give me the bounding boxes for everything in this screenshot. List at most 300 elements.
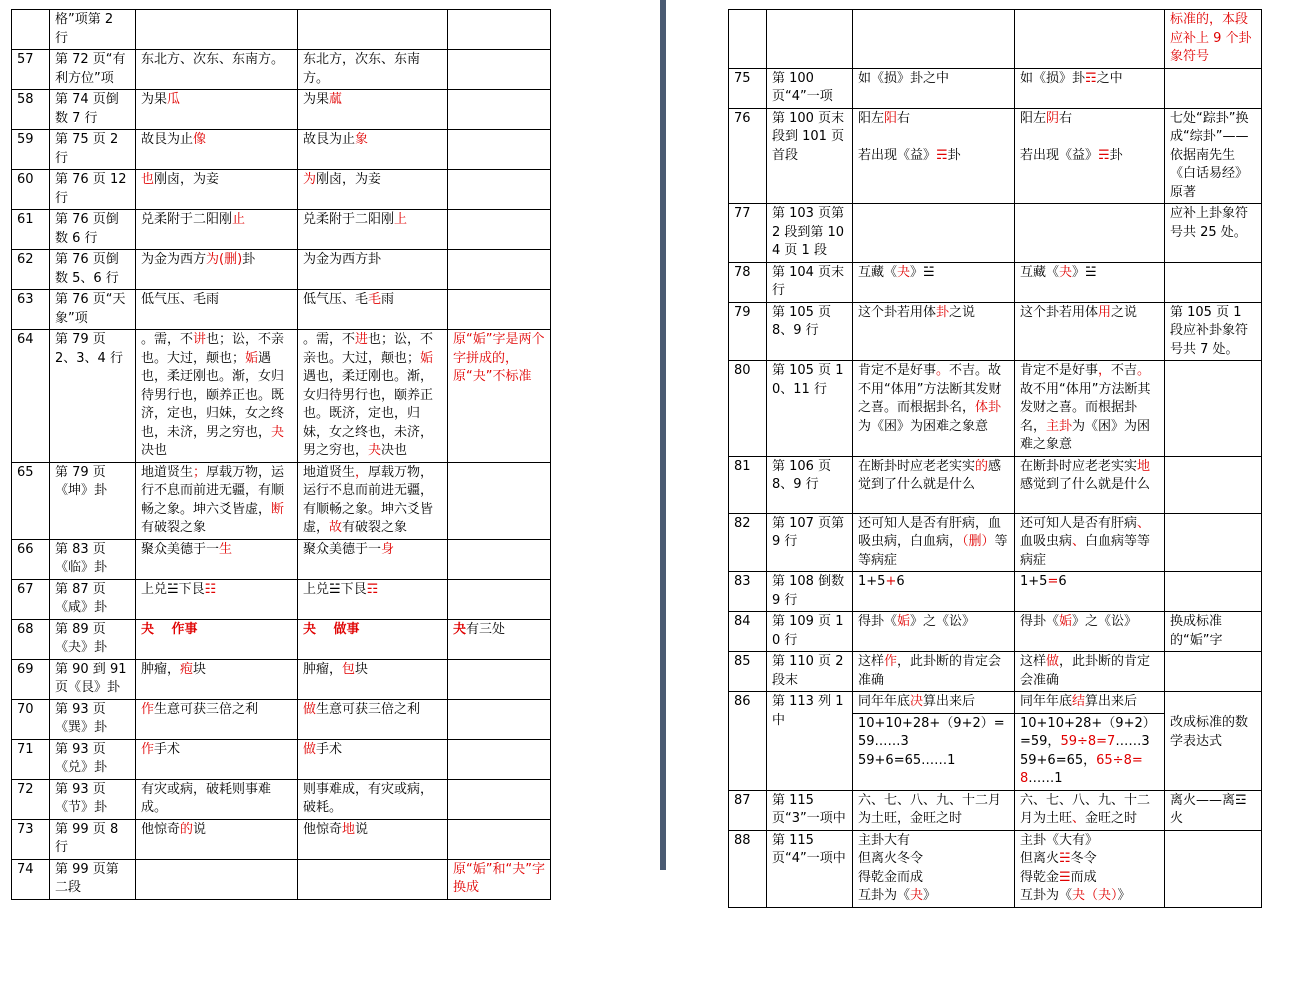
corrected-text-cell — [1015, 652, 1165, 692]
location-cell: 第 99 页 8 行 — [50, 819, 136, 859]
cell-text-segment: 夬 — [453, 621, 467, 637]
row-number: 63 — [12, 290, 50, 330]
cell-text-segment: 地 — [1137, 458, 1151, 474]
original-text-cell — [853, 108, 1015, 204]
cell-text-segment: 决 — [910, 694, 924, 709]
location-cell: 第 93 页《节》卦 — [50, 779, 136, 819]
table-row — [12, 170, 551, 210]
cell-text-segment: 遇也，柔迂刚也。渐，女归待男行也，颐养正也。既济，定也，归妹，女之终也，未济，男之穷也， — [303, 369, 434, 458]
note-cell — [1165, 692, 1262, 714]
cell-text-segment: 刚卤，为妾 — [154, 172, 220, 187]
cell-text-segment: 互藏《 — [1020, 264, 1060, 280]
cell-text-segment: ☶ — [1085, 70, 1097, 86]
cell-text-segment: 59+6=65……1 — [858, 752, 956, 768]
note-cell — [448, 739, 551, 779]
corrected-text-cell — [1015, 204, 1165, 263]
row-number: 86 — [729, 692, 767, 791]
note-cell — [1165, 713, 1262, 790]
original-text-cell — [136, 539, 298, 579]
note-cell — [448, 659, 551, 699]
cell-text-segment: 姤 — [420, 350, 434, 366]
table-row — [12, 50, 551, 90]
cell-text-segment: ☴ — [936, 147, 948, 163]
cell-text-segment: 夬 作事 — [141, 621, 198, 637]
original-text-cell — [853, 456, 1015, 513]
corrected-text-cell — [298, 170, 448, 210]
cell-text-segment: 如《损》卦之中 — [858, 70, 950, 86]
cell-text-segment: 为金为西方卦 — [303, 252, 382, 267]
cell-text-segment: 65÷8=8 — [1020, 752, 1143, 786]
cell-text-segment: 同年年底 — [858, 694, 911, 709]
cell-text-segment: = — [1047, 574, 1059, 589]
cell-text-segment: 上兑☱下艮 — [141, 581, 205, 597]
note-cell — [448, 819, 551, 859]
cell-text-segment: ☰ — [1059, 869, 1071, 885]
original-text-cell — [136, 779, 298, 819]
original-text-cell — [853, 513, 1015, 572]
original-text-cell — [853, 302, 1015, 361]
cell-text-segment: 有灾或病，破耗则事难成。 — [141, 781, 272, 815]
cell-text-segment: 低气压、毛雨 — [141, 292, 220, 307]
location-cell: 第 104 页末行 — [767, 262, 853, 302]
original-text-cell — [136, 90, 298, 130]
cell-text-segment: 算出来后 — [1085, 694, 1138, 709]
cell-text-segment: 阴 — [1046, 110, 1060, 126]
cell-text-segment: 但离火冬令 — [858, 851, 924, 866]
cell-text-segment: 像 — [193, 132, 207, 147]
cell-text-segment: 有三处 — [466, 621, 506, 637]
table-row — [12, 539, 551, 579]
cell-text-segment: 体卦 — [975, 400, 1002, 415]
corrected-text-cell — [298, 699, 448, 739]
cell-text-segment: 则事难成，有灾或病，破耗。 — [303, 781, 434, 815]
cell-text-segment: 为果 — [303, 92, 330, 107]
cell-text-segment: 在断卦时应老老实实 — [858, 458, 976, 474]
note-cell — [448, 250, 551, 290]
note-cell — [1165, 612, 1262, 652]
note-cell — [1165, 204, 1262, 263]
cell-text-segment: 换成标准的“姤”字 — [1170, 614, 1223, 648]
cell-text-segment: 止 — [232, 212, 246, 227]
cell-text-segment: 疱 — [180, 661, 194, 677]
cell-text-segment: 肿瘤， — [141, 661, 181, 677]
cell-text-segment: 他惊奇 — [303, 821, 343, 837]
note-cell — [1165, 652, 1262, 692]
table-row — [12, 10, 551, 50]
cell-text-segment: 阳左 — [858, 110, 885, 126]
cell-text-segment: 肯定不是好事 — [858, 363, 937, 378]
cell-text-segment: ……3 — [1115, 734, 1150, 749]
corrected-text-cell — [298, 10, 448, 50]
cell-text-segment: 瓜 — [167, 92, 181, 107]
row-number: 65 — [12, 462, 50, 539]
cell-text-segment: 若出现《益》 — [1020, 147, 1099, 163]
note-cell — [448, 330, 551, 463]
cell-text-segment: 离火——离☲火 — [1170, 792, 1247, 826]
table-row — [729, 612, 1262, 652]
cell-text-segment: 。 — [1137, 363, 1151, 378]
cell-text-segment: 原“姤”字是两个字拼成的，原“夬”不标准 — [453, 332, 545, 384]
cell-text-segment: 也 — [141, 172, 155, 187]
cell-text-segment: 兑柔附于二阳刚 — [141, 212, 233, 227]
original-text-cell — [136, 10, 298, 50]
cell-text-segment: 》 — [1117, 888, 1131, 903]
location-cell: 第 100 页“4”一项 — [767, 68, 853, 108]
cell-text-segment: 包 — [342, 661, 356, 677]
cell-text-segment: 上兑☱下艮 — [303, 581, 367, 597]
note-cell — [448, 10, 551, 50]
cell-text-segment: 姤 — [897, 614, 911, 629]
location-cell: 第 105 页 8、9 行 — [767, 302, 853, 361]
original-text-cell — [853, 68, 1015, 108]
cell-text-segment: 卦 — [242, 252, 256, 267]
cell-text-segment: 这个卦若用体 — [858, 304, 937, 320]
cell-text-segment: 蓏 — [329, 92, 343, 107]
note-cell — [448, 170, 551, 210]
location-cell: 第 110 页 2 段末 — [767, 652, 853, 692]
location-cell: 第 93 页《巽》卦 — [50, 699, 136, 739]
cell-text-segment: 他惊奇 — [141, 821, 181, 837]
cell-text-segment: 感觉到了什么就是什么 — [1020, 477, 1151, 492]
corrected-text-cell — [298, 330, 448, 463]
cell-text-segment: 遇也，柔迂刚也。渐，女归待男行也，颐养正也。既济，定也，归妹，女之终也，未济，男之穷也， — [141, 350, 285, 440]
original-text-cell — [136, 619, 298, 659]
cell-text-segment: 为果 — [141, 92, 168, 107]
corrected-text-cell — [1015, 10, 1165, 69]
cell-text-segment: 有破裂之象 — [342, 520, 408, 535]
original-text-cell — [136, 859, 298, 899]
location-cell: 第 105 页 10、11 行 — [767, 361, 853, 457]
corrected-text-cell — [1015, 456, 1165, 513]
original-text-cell — [136, 290, 298, 330]
cell-text-segment: 夬 做事 — [303, 621, 360, 637]
table-row — [729, 10, 1262, 69]
cell-text-segment: 若出现《益》 — [858, 147, 937, 163]
cell-text-segment: ☶ — [366, 581, 379, 597]
row-number: 77 — [729, 204, 767, 263]
cell-text-segment: 1+5 — [858, 574, 886, 589]
cell-text-segment: 聚众美德于一 — [303, 541, 382, 557]
cell-text-segment: 》之《讼》 — [910, 614, 976, 629]
corrected-text-cell — [1015, 790, 1165, 830]
note-cell — [1165, 108, 1262, 204]
row-number: 85 — [729, 652, 767, 692]
cell-text-segment: 还可知人是否有肝病 — [1020, 515, 1138, 531]
corrected-text-cell — [298, 250, 448, 290]
cell-text-segment: 地道贤生 — [303, 464, 356, 480]
cell-text-segment: 地 — [342, 821, 356, 837]
right-errata-table — [728, 9, 1262, 908]
location-cell: 第 113 列 1 中 — [767, 692, 853, 791]
row-number: 67 — [12, 579, 50, 619]
corrected-text-cell — [1015, 262, 1165, 302]
corrected-text-cell — [298, 819, 448, 859]
cell-text-segment: 卦 — [947, 147, 961, 163]
cell-text-segment: 不吉 — [1111, 363, 1138, 378]
cell-text-segment: 血吸虫病 — [1020, 534, 1073, 549]
cell-text-segment: 互卦为《 — [1020, 888, 1073, 903]
original-text-cell — [136, 699, 298, 739]
table-row — [729, 572, 1262, 612]
note-cell — [1165, 572, 1262, 612]
corrected-text-cell — [1015, 692, 1165, 714]
cell-text-segment: 等等病症 — [858, 534, 1008, 568]
cell-text-segment: 的 — [180, 821, 194, 837]
table-row — [12, 859, 551, 899]
corrected-text-cell — [1015, 361, 1165, 457]
note-cell — [448, 699, 551, 739]
cell-text-segment: 算出来后 — [923, 694, 976, 709]
row-number: 71 — [12, 739, 50, 779]
cell-text-segment: 做 — [303, 741, 317, 757]
cell-text-segment: 毛 — [368, 292, 382, 307]
location-cell: 第 90 到 91 页《艮》卦 — [50, 659, 136, 699]
corrected-text-cell — [1015, 713, 1165, 790]
cell-text-segment: 。 — [936, 363, 950, 378]
location-cell: 第 74 页倒数 7 行 — [50, 90, 136, 130]
cell-text-segment: ☴ — [1098, 147, 1110, 163]
row-number: 79 — [729, 302, 767, 361]
cell-text-segment: 右 — [1059, 110, 1073, 126]
corrected-text-cell — [298, 462, 448, 539]
cell-text-segment: 应补上卦象符号共 25 处。 — [1170, 206, 1249, 240]
row-number: 64 — [12, 330, 50, 463]
cell-text-segment: 还可知人是否有肝病，血吸虫病，白血病， — [858, 515, 1002, 549]
cell-text-segment: 姤 — [245, 350, 259, 366]
table-row — [12, 699, 551, 739]
original-text-cell — [853, 790, 1015, 830]
cell-text-segment: 互藏《 — [858, 264, 898, 280]
cell-text-segment: 1+5 — [1020, 574, 1048, 589]
location-cell: 第 115 页“3”一项中 — [767, 790, 853, 830]
cell-text-segment: 得卦《 — [858, 614, 898, 629]
cell-text-segment: 。需，不 — [141, 332, 194, 347]
cell-text-segment: 、 — [1072, 534, 1086, 549]
cell-text-segment: 互卦为《 — [858, 888, 911, 903]
corrected-text-cell — [298, 859, 448, 899]
location-cell: 第 76 页 12 行 — [50, 170, 136, 210]
cell-text-segment: （删） — [962, 534, 995, 549]
original-text-cell — [136, 210, 298, 250]
cell-text-segment: 阳左 — [1020, 110, 1047, 126]
note-cell — [448, 462, 551, 539]
cell-text-segment: 为《困》为困难之象意 — [1020, 418, 1151, 452]
cell-text-segment: 断 — [271, 501, 285, 517]
cell-text-segment: 结 — [1072, 694, 1086, 709]
note-cell — [448, 90, 551, 130]
cell-text-segment: 做 — [1046, 654, 1060, 669]
cell-text-segment: ， — [1098, 363, 1112, 378]
location-cell: 第 89 页《夬》卦 — [50, 619, 136, 659]
cell-text-segment: 作 — [141, 701, 155, 717]
note-cell — [1165, 262, 1262, 302]
corrected-text-cell — [1015, 302, 1165, 361]
row-number — [729, 10, 767, 69]
cell-text-segment: 厚载万物，运行不息而前进无疆，有顺畅之象。坤六爻皆虚， — [303, 464, 434, 535]
row-number — [12, 10, 50, 50]
cell-text-segment: 故 — [329, 520, 343, 535]
row-number: 58 — [12, 90, 50, 130]
row-number: 73 — [12, 819, 50, 859]
original-text-cell — [853, 262, 1015, 302]
cell-text-segment: 七处“踪卦”换成“综卦”——依据南先生《白话易经》原著 — [1170, 110, 1249, 200]
cell-text-segment: 说 — [355, 821, 369, 837]
cell-text-segment: 作 — [141, 741, 155, 757]
cell-text-segment: 之说 — [1111, 304, 1138, 320]
note-cell — [448, 539, 551, 579]
original-text-cell — [136, 739, 298, 779]
row-number: 60 — [12, 170, 50, 210]
corrected-text-cell — [298, 290, 448, 330]
row-number: 78 — [729, 262, 767, 302]
cell-text-segment: 标准的，本段应补上 9 个卦象符号 — [1170, 12, 1252, 64]
location-cell: 第 107 页第 9 行 — [767, 513, 853, 572]
cell-text-segment: 阳 — [884, 110, 898, 126]
corrected-text-cell — [298, 130, 448, 170]
row-number: 72 — [12, 779, 50, 819]
cell-text-segment: 故艮为止 — [303, 132, 356, 147]
cell-text-segment: 改成标准的数学表达式 — [1170, 715, 1249, 749]
original-text-cell — [136, 819, 298, 859]
note-cell — [448, 779, 551, 819]
cell-text-segment: 而成 — [1070, 869, 1097, 885]
table-row — [12, 659, 551, 699]
cell-text-segment: 夬 — [1059, 264, 1073, 280]
corrected-text-cell — [298, 90, 448, 130]
original-text-cell — [136, 330, 298, 463]
cell-text-segment: 原“姤”和“夬”字换成 — [453, 861, 545, 895]
table-row — [729, 302, 1262, 361]
left-errata-table — [11, 9, 551, 900]
cell-text-segment: 为 — [303, 172, 317, 187]
location-cell: 第 106 页 8、9 行 — [767, 456, 853, 513]
cell-text-segment: 姤 — [1059, 614, 1073, 629]
cell-text-segment: 这个卦若用体 — [1020, 304, 1099, 320]
note-cell — [1165, 830, 1262, 907]
original-text-cell — [136, 130, 298, 170]
cell-text-segment: 故艮为止 — [141, 132, 194, 147]
table-row — [729, 790, 1262, 830]
table-row — [12, 330, 551, 463]
corrected-text-cell — [298, 579, 448, 619]
cell-text-segment: ， — [355, 464, 369, 480]
cell-text-segment: 6 — [896, 574, 905, 589]
cell-text-segment: 右 — [897, 110, 911, 126]
location-cell: 第 79 页 2、3、4 行 — [50, 330, 136, 463]
original-text-cell — [853, 361, 1015, 457]
corrected-text-cell — [298, 50, 448, 90]
cell-text-segment: 59÷8=7 — [1060, 734, 1116, 749]
cell-text-segment: 感觉到了什么就是什么 — [858, 458, 1002, 492]
corrected-text-cell — [298, 619, 448, 659]
cell-text-segment: 为《困》为困难之象意 — [858, 418, 989, 434]
row-number: 87 — [729, 790, 767, 830]
note-cell — [448, 210, 551, 250]
cell-text-segment: 地道贤生 — [141, 464, 194, 480]
row-number: 62 — [12, 250, 50, 290]
location-cell: 第 76 页倒数 6 行 — [50, 210, 136, 250]
corrected-text-cell — [298, 539, 448, 579]
cell-text-segment: 雨 — [381, 292, 395, 307]
table-row — [729, 262, 1262, 302]
corrected-text-cell — [1015, 830, 1165, 907]
cell-text-segment: 手术 — [154, 741, 181, 757]
corrected-text-cell — [298, 739, 448, 779]
row-number: 57 — [12, 50, 50, 90]
corrected-text-cell — [1015, 572, 1165, 612]
table-row — [12, 250, 551, 290]
cell-text-segment: 生意可获三倍之利 — [154, 701, 259, 717]
original-text-cell — [136, 659, 298, 699]
cell-text-segment: 东北方，次东、东南方。 — [303, 52, 421, 86]
cell-text-segment: 冬令 — [1070, 851, 1097, 866]
corrected-text-cell — [1015, 513, 1165, 572]
cell-text-segment: 得乾金 — [1020, 869, 1060, 885]
note-cell — [1165, 10, 1262, 69]
table-row — [12, 90, 551, 130]
cell-text-segment: 夬（夬） — [1072, 888, 1118, 903]
table-row — [12, 739, 551, 779]
cell-text-segment: 手术 — [316, 741, 343, 757]
cell-text-segment: ☵ — [1059, 851, 1071, 866]
row-number: 69 — [12, 659, 50, 699]
corrected-text-cell — [298, 659, 448, 699]
original-text-cell — [136, 579, 298, 619]
cell-text-segment: 这样 — [858, 654, 885, 669]
cell-text-segment: 肿瘤， — [303, 661, 343, 677]
cell-text-segment: 10+10+28+（9+2）=59， — [1020, 715, 1156, 749]
original-text-cell — [853, 713, 1015, 790]
cell-text-segment: 块 — [355, 661, 369, 677]
note-cell — [448, 579, 551, 619]
cell-text-segment: 决也 — [381, 443, 408, 458]
original-text-cell — [853, 692, 1015, 714]
location-cell: 第 103 页第 2 段到第 104 页 1 段 — [767, 204, 853, 263]
cell-text-segment: 。需，不 — [303, 332, 356, 347]
cell-text-segment: 之说 — [949, 304, 976, 320]
cell-text-segment: 59+6=65， — [1020, 752, 1097, 768]
corrected-text-cell — [1015, 108, 1165, 204]
location-cell: 第 76 页倒数 5、6 行 — [50, 250, 136, 290]
table-row — [729, 456, 1262, 513]
cell-text-segment: ，此卦断的肯定会准确 — [1020, 654, 1151, 688]
cell-text-segment: 》☱ — [910, 264, 935, 280]
corrected-text-cell — [298, 210, 448, 250]
row-number: 61 — [12, 210, 50, 250]
note-cell — [448, 50, 551, 90]
note-cell — [1165, 302, 1262, 361]
cell-text-segment: 做 — [303, 701, 317, 717]
cell-text-segment: 这样 — [1020, 654, 1047, 669]
cell-text-segment: 肯定不是好事 — [1020, 363, 1099, 378]
table-row — [12, 290, 551, 330]
location-cell: 第 76 页“天象”项 — [50, 290, 136, 330]
cell-text-segment: 不吉。故不用“体用”方法断其发财之喜。而根据卦名， — [858, 363, 1002, 415]
location-cell — [767, 10, 853, 69]
note-cell — [1165, 456, 1262, 513]
row-number: 81 — [729, 456, 767, 513]
row-number: 76 — [729, 108, 767, 204]
cell-text-segment: 》☱ — [1072, 264, 1097, 280]
table-row — [729, 68, 1262, 108]
cell-text-segment: 白血病等等病症 — [1020, 534, 1151, 568]
cell-text-segment: 讲 — [193, 332, 207, 347]
cell-text-segment: 东北方、次东、东南方。 — [141, 52, 285, 67]
cell-text-segment: 之中 — [1096, 70, 1123, 86]
cell-text-segment: 兑柔附于二阳刚 — [303, 212, 395, 227]
original-text-cell — [136, 462, 298, 539]
table-row — [12, 819, 551, 859]
